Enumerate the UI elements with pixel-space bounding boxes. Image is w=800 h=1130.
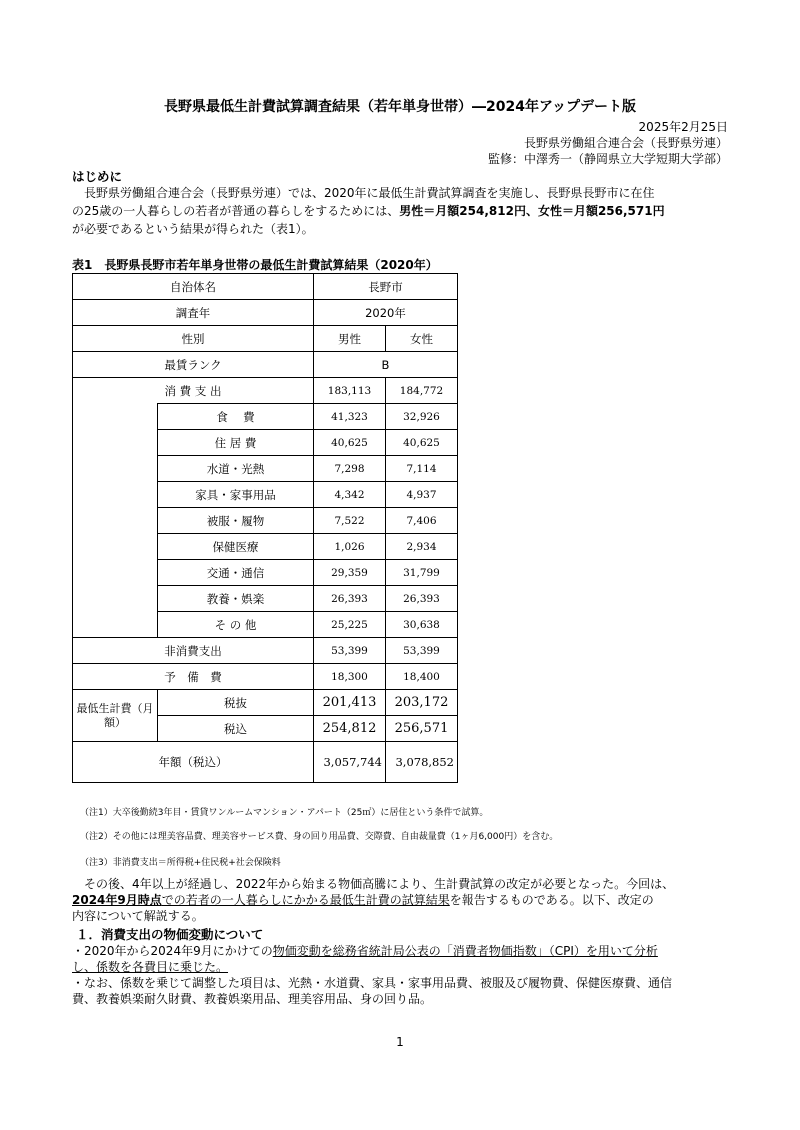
item-female: 40,625	[386, 430, 458, 456]
item-label: 被服・履物	[158, 508, 314, 534]
item-female: 31,799	[386, 560, 458, 586]
annual-label: 年額（税込）	[73, 742, 314, 783]
municipality-value: 長野市	[314, 274, 458, 300]
reserve-female: 18,400	[386, 664, 458, 690]
table-row	[73, 664, 458, 690]
item-male: 4,342	[314, 482, 386, 508]
rank-value: B	[314, 352, 458, 378]
table-row	[73, 352, 458, 378]
page-number: 1	[396, 1035, 404, 1049]
table-caption: 表1 長野県長野市若年単身世帯の最低生計費試算結果（2020年）	[72, 258, 438, 272]
section-1-line-3: ・なお、係数を乗じて調整した項目は、光熱・水道費、家具・家事用品費、被服及び履物費、保健医療費、通信	[72, 976, 673, 990]
document-title: 長野県最低生計費試算調査結果（若年単身世帯）―2024年アップデート版	[164, 99, 636, 115]
item-female: 30,638	[386, 612, 458, 638]
supervisor: 監修：中澤秀一（静岡県立大学短期大学部）	[487, 152, 728, 166]
pretax-male: 201,413	[314, 690, 386, 716]
taxin-label: 税込	[158, 716, 314, 742]
item-label: そ の 他	[158, 612, 314, 638]
item-label: 教養・娯楽	[158, 586, 314, 612]
item-male: 25,225	[314, 612, 386, 638]
taxin-male: 254,812	[314, 716, 386, 742]
item-female: 7,406	[386, 508, 458, 534]
item-label: 交通・通信	[158, 560, 314, 586]
item-male: 29,359	[314, 560, 386, 586]
nonconsumption-label: 非消費支出	[73, 638, 314, 664]
item-label: 食 費	[158, 404, 314, 430]
male-header: 男性	[314, 326, 386, 352]
female-header: 女性	[386, 326, 458, 352]
annual-female: 3,078,852	[386, 742, 458, 783]
mincost-table	[72, 273, 458, 783]
table-row	[73, 300, 458, 326]
sex-label: 性別	[73, 326, 314, 352]
section-1-line-2: し、係数を各費目に乗じた。	[72, 960, 229, 974]
item-male: 7,298	[314, 456, 386, 482]
note-1: （注1）大卒後勤続3年目・賃貸ワンルームマンション・アパート（25㎡）に居住という条件で試算。	[80, 808, 489, 818]
body-line-1: その後、4年以上が経過し、2022年から始まる物価高騰により、生計費試算の改定が必要となった。今回は、	[84, 877, 675, 891]
year-label: 調査年	[73, 300, 314, 326]
item-male: 41,323	[314, 404, 386, 430]
item-female: 7,114	[386, 456, 458, 482]
date-highlight: 2024年9月時点	[72, 893, 162, 907]
item-male: 40,625	[314, 430, 386, 456]
nonconsumption-female: 53,399	[386, 638, 458, 664]
consumption-label: 消 費 支 出	[73, 378, 314, 404]
nonconsumption-male: 53,399	[314, 638, 386, 664]
item-female: 4,937	[386, 482, 458, 508]
body-line-3: 内容について解説する。	[72, 909, 204, 923]
document-date: 2025年2月25日	[638, 120, 728, 134]
table-row	[73, 326, 458, 352]
table-row	[73, 742, 458, 783]
consumption-male: 183,113	[314, 378, 386, 404]
reserve-label: 予 備 費	[73, 664, 314, 690]
item-male: 1,026	[314, 534, 386, 560]
item-label: 水道・光熱	[158, 456, 314, 482]
table-row	[73, 274, 458, 300]
table-row	[73, 690, 458, 716]
item-female: 2,934	[386, 534, 458, 560]
table-row	[73, 638, 458, 664]
table-row	[73, 378, 458, 404]
pretax-label: 税抜	[158, 690, 314, 716]
item-male: 7,522	[314, 508, 386, 534]
item-label: 住 居 費	[158, 430, 314, 456]
intro-heading: はじめに	[72, 169, 123, 184]
intro-line-1: 長野県労働組合連合会（長野県労連）では、2020年に最低生計費試算調査を実施し、長野県長野市に在住	[84, 186, 655, 200]
consumption-spacer	[73, 404, 158, 638]
intro-result-highlight: 男性＝月額254,812円、女性＝月額256,571円	[399, 204, 665, 218]
annual-male: 3,057,744	[314, 742, 386, 783]
intro-line-3: が必要であるという結果が得られた（表1）。	[72, 222, 314, 236]
consumption-female: 184,772	[386, 378, 458, 404]
note-2: （注2）その他には理美容品費、理美容サービス費、身の回り用品費、交際費、自由裁量費（1ヶ月6,000円）を含む。	[80, 832, 559, 842]
item-female: 26,393	[386, 586, 458, 612]
pretax-female: 203,172	[386, 690, 458, 716]
reserve-male: 18,300	[314, 664, 386, 690]
section-1-heading: １．消費支出の物価変動について	[76, 927, 264, 942]
item-label: 保健医療	[158, 534, 314, 560]
mincost-label: 最低生計費（月額）	[73, 690, 158, 742]
section-1-line-4: 費、教養娯楽耐久財費、教養娯楽用品、理美容用品、身の回り品。	[72, 992, 433, 1006]
taxin-female: 256,571	[386, 716, 458, 742]
intro-line-2: の25歳の一人暮らしの若者が普通の暮らしをするためには、男性＝月額254,812円、女性＝月額256,571円	[72, 204, 665, 218]
rank-label: 最賃ランク	[73, 352, 314, 378]
municipality-label: 自治体名	[73, 274, 314, 300]
item-male: 26,393	[314, 586, 386, 612]
organization: 長野県労働組合連合会（長野県労連）	[523, 136, 728, 150]
table-row	[73, 404, 458, 430]
section-1-line-1: ・2020年から2024年9月にかけての物価変動を総務省統計局公表の「消費者物価指数」（CPI）を用いて分析	[72, 944, 658, 958]
note-3: （注3）非消費支出＝所得税+住民税+社会保険料	[80, 858, 281, 868]
body-line-2: 2024年9月時点での若者の一人暮らしにかかる最低生計費の試算結果を報告するものである。以下、改定の	[72, 893, 654, 907]
item-label: 家具・家事用品	[158, 482, 314, 508]
item-female: 32,926	[386, 404, 458, 430]
year-value: 2020年	[314, 300, 458, 326]
